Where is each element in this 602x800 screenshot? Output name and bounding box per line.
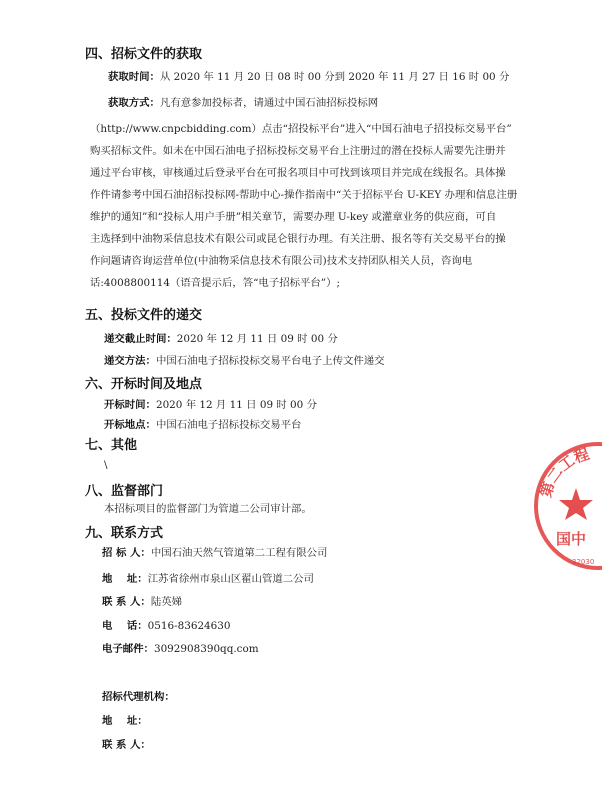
contact-row-phone <box>102 619 231 633</box>
section-5-deadline-value: 2020 年 12 月 11 日 09 时 00 分 <box>176 333 338 345</box>
seal-star-icon <box>559 488 593 520</box>
contact-label-person: 联 系 人： <box>102 596 151 608</box>
contact-label-address: 地 址： <box>102 573 148 585</box>
section-4-time-label: 获取时间： <box>108 71 160 83</box>
section-6-time-label: 开标时间： <box>104 399 156 411</box>
section-4-method-line-3: 购买招标文件。如未在中国石油电子招标投标交易平台上注册过的潜在投标人需要先注册并 <box>90 145 506 157</box>
agency-contact-label: 联 系 人： <box>102 739 151 751</box>
section-4-method-line-8: 作问题请咨询运营单位(中油物采信息技术有限公司)技术支持团队相关人员，咨询电 <box>90 255 473 267</box>
contact-label-email: 电子邮件： <box>102 643 154 655</box>
section-5-heading: 五、投标文件的递交 <box>85 308 203 323</box>
section-6-place-value: 中国石油电子招标投标交易平台 <box>155 419 302 431</box>
seal-text-top: 第二工程 <box>536 444 592 500</box>
section-5-deadline-label: 递交截止时间： <box>104 333 177 345</box>
section-4-method-line-1: 凡有意参加投标者，请通过中国石油招标投标网 <box>159 97 379 109</box>
seal-text-bottom: 国中 <box>556 530 587 548</box>
section-4-method-label: 获取方式： <box>108 97 160 109</box>
contact-value-phone: 0516-83624630 <box>147 620 231 632</box>
section-4-method-line-5: 作件请参考中国石油招标投标网-帮助中心-操作指南中“关于招标平台 U-KEY 办理和信息注册 <box>90 189 518 201</box>
section-4-method-line-9: 话:4008800114（语音提示后，答“电子招标平台”）; <box>90 277 340 289</box>
section-5-deadline-row <box>104 332 338 346</box>
section-6-heading: 六、开标时间及地点 <box>85 377 203 392</box>
section-8-content: 本招标项目的监督部门为管道二公司审计部。 <box>104 503 312 515</box>
seal-number: 32030 <box>572 558 595 566</box>
section-6-place-label: 开标地点： <box>104 419 156 431</box>
contact-value-address: 江苏省徐州市泉山区翟山管道二公司 <box>147 573 314 585</box>
section-4-heading: 四、招标文件的获取 <box>85 47 203 62</box>
contact-row-person <box>102 595 182 609</box>
section-6-time-row <box>104 398 317 412</box>
contact-value-email: 3092908390qq.com <box>153 643 259 655</box>
section-5-method-row <box>104 354 385 368</box>
contact-value-tenderer: 中国石油天然气管道第二工程有限公司 <box>150 547 328 559</box>
section-6-place-row <box>104 418 301 432</box>
contact-row-tenderer <box>102 546 327 560</box>
agency-label: 招标代理机构： <box>102 691 175 703</box>
contact-row-address <box>102 572 314 586</box>
agency-address-label: 地 址： <box>102 715 148 727</box>
section-4-time-row <box>108 70 509 84</box>
section-4-method-line-7: 主选择到中油物采信息技术有限公司或昆仑银行办理。有关注册、报名等有关交易平台的操 <box>90 233 506 245</box>
section-5-method-label: 递交方法： <box>104 355 156 367</box>
company-seal <box>528 436 602 576</box>
section-4-method-row <box>108 96 378 110</box>
contact-row-email <box>102 642 259 656</box>
section-5-method-value: 中国石油电子招标投标交易平台电子上传文件递交 <box>155 355 385 367</box>
contact-label-tenderer: 招 标 人： <box>102 547 151 559</box>
contact-value-person: 陆英娣 <box>150 596 182 608</box>
section-8-heading: 八、监督部门 <box>85 484 164 499</box>
section-4-method-line-2: （http://www.cnpcbidding.com）点击“招投标平台”进入“中国石油电子招投标交易平台” <box>90 123 512 135</box>
section-9-heading: 九、联系方式 <box>85 526 164 541</box>
section-4-method-line-4: 通过平台审核，审核通过后登录平台在可报名项目中可找到该项目并完成在线报名。具体操 <box>90 167 506 179</box>
section-6-time-value: 2020 年 12 月 11 日 09 时 00 分 <box>155 399 317 411</box>
section-7-content: \ <box>104 459 108 471</box>
section-4-time-value: 从 2020 年 11 月 20 日 08 时 00 分到 2020 年 11 月 27 日 16 时 00 分 <box>159 71 510 83</box>
section-7-heading: 七、其他 <box>85 438 138 453</box>
section-4-method-line-6: 维护的通知”和“投标人用户手册”相关章节，需要办理 U-key 或灌章业务的供应商，可自 <box>90 211 497 223</box>
contact-label-phone: 电 话： <box>102 620 148 632</box>
